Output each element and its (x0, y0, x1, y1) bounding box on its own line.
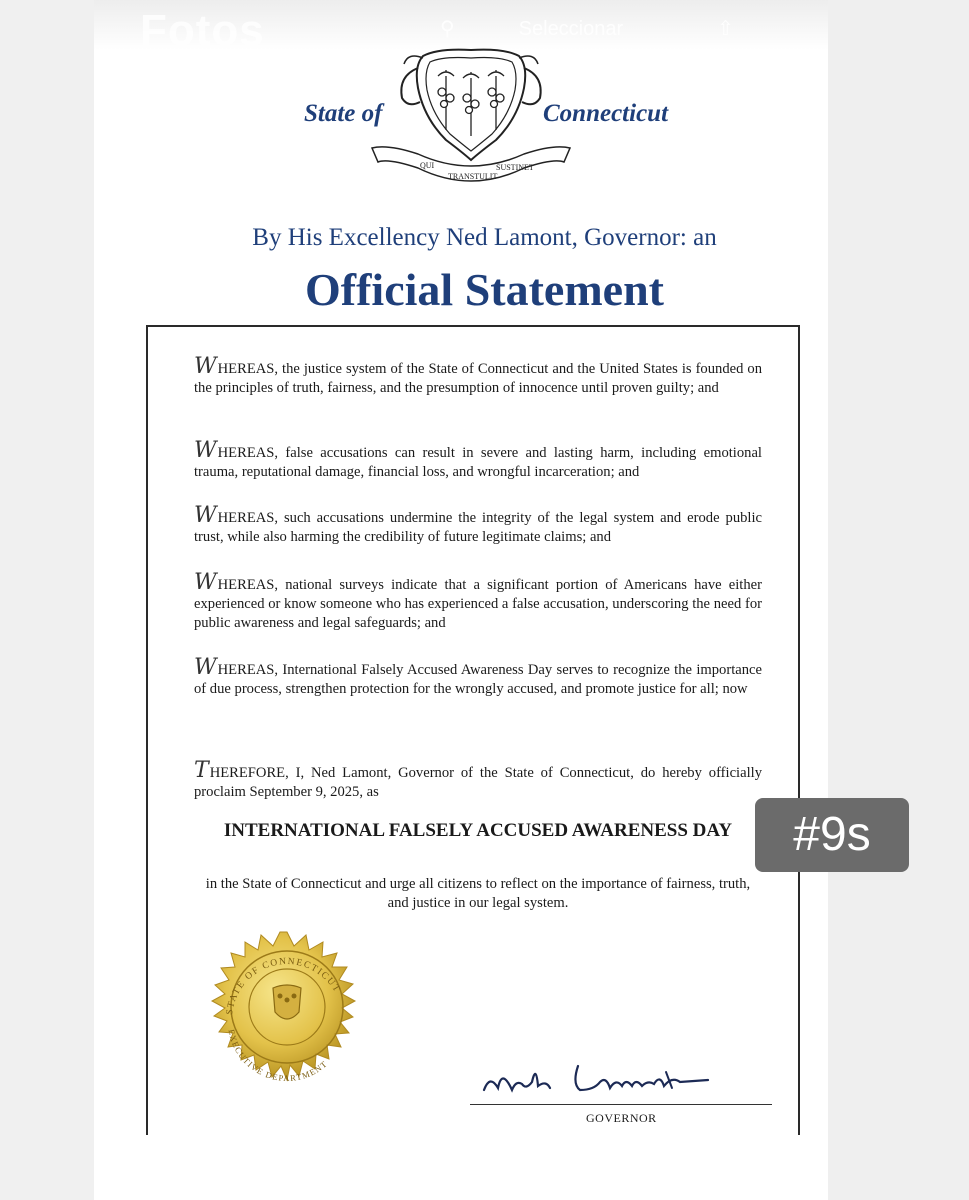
whereas-paragraph-3: WHEREAS, such accusations undermine the integrity of the legal system and erode public trust, while also harming the credibility of future legitimate claims; and (194, 503, 762, 545)
whereas-paragraph-4: WHEREAS, national surveys indicate that a significant portion of Americans have either experienced or know someone who has experienced a false accusation, underscoring the need for public awareness and legal safeguards; and (194, 570, 762, 631)
closing-text: in the State of Connecticut and urge all citizens to reflect on the importance of fairness, truth, and justice in our legal system. (205, 876, 751, 911)
proclaimed-day: INTERNATIONAL FALSELY ACCUSED AWARENESS DAY (223, 820, 733, 841)
signature-line (470, 1104, 772, 1105)
seal-bottom-text: EXECUTIVE DEPARTMENT (226, 1028, 330, 1084)
state-label-right: Connecticut (543, 100, 669, 127)
gold-seal (198, 930, 376, 1108)
overlay-badge[interactable]: #9s (755, 798, 909, 872)
motto-1: QUI (420, 161, 435, 170)
governor-signature (476, 1054, 736, 1104)
governor-byline: By His Excellency Ned Lamont, Governor: an (252, 224, 717, 251)
whereas-paragraph-1: WHEREAS, the justice system of the State of Connecticut and the United States is founded on the principles of truth, fairness, and the presumption of innocence until proven guilty; and (194, 354, 762, 396)
motto-2: TRANSTULIT (448, 172, 498, 181)
signer-role: GOVERNOR (586, 1111, 657, 1125)
app-toolbar (440, 16, 820, 46)
share-icon[interactable]: ⇧ (717, 18, 734, 40)
motto-3: SUSTINET (496, 163, 534, 172)
background-left (0, 0, 94, 1200)
state-label-left: State of (304, 100, 383, 127)
seal-top-text: STATE OF CONNECTICUT (225, 956, 342, 1016)
background-right (828, 0, 969, 1200)
whereas-paragraph-2: WHEREAS, false accusations can result in severe and lasting harm, including emotional trauma, reputational damage, financial loss, and wrongful incarceration; and (194, 438, 762, 480)
whereas-paragraph-5: WHEREAS, International Falsely Accused Awareness Day serves to recognize the importance of due process, strengthen protection for the wrongly accused, and promote justice for all; now (194, 655, 762, 697)
therefore-paragraph: THEREFORE, I, Ned Lamont, Governor of the State of Connecticut, do hereby officially proclaim September 9, 2025, as (194, 758, 762, 800)
search-icon[interactable]: ⚲ (440, 18, 455, 40)
app-title: Fotos (140, 6, 265, 55)
page-title: Official Statement (305, 264, 664, 315)
select-button[interactable]: Seleccionar (518, 18, 624, 40)
